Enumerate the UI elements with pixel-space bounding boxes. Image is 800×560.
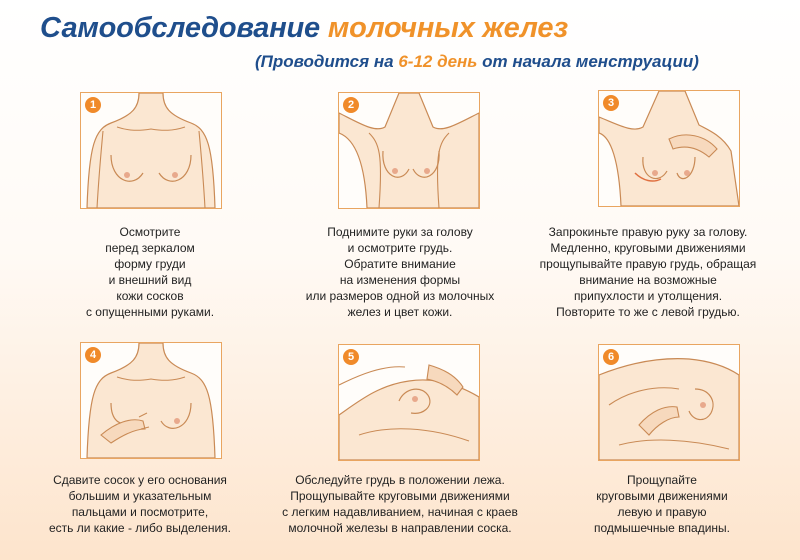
step-3-line: прощупывайте правую грудь, обращая [539,257,757,271]
page-subtitle [255,52,699,72]
torso-arms-raised-icon [339,93,479,208]
step-1-line: кожи сосков [116,289,184,303]
lying-down-palpation-icon [339,345,479,460]
armpit-palpation-icon [599,345,739,460]
title-part-blue: Самообследование [40,12,320,44]
step-5-line: с легким надавливанием, начиная с краев [282,505,518,519]
step-2-line: Поднимите руки за голову [327,225,473,239]
torso-arms-down-icon [81,93,221,208]
step-3-line: припухлости и утолщения. [573,289,723,303]
subtitle-highlight: 6-12 день [398,52,478,71]
step-4-line: Сдавите сосок у его основания [53,473,227,487]
step-1-line: и внешний вид [108,273,192,287]
subtitle-after: от начала менструации) [482,52,699,71]
torso-nipple-squeeze-icon [81,343,221,458]
step-1-illustration [80,92,222,209]
step-5-line: Прощупывайте круговыми движениями [290,489,510,503]
subtitle-before: (Проводится на [255,52,394,71]
step-4-line: пальцами и посмотрите, [71,505,209,519]
step-2-line: на изменения формы [339,273,461,287]
step-2-line: или размеров одной из молочных [305,289,495,303]
step-3-line: внимание на возможные [579,273,717,287]
step-6-line: круговыми движениями [596,489,728,503]
step-4-illustration [80,342,222,459]
step-3-line: Медленно, круговыми движениями [550,241,746,255]
step-6-line: подмышечные впадины. [593,521,731,535]
step-3-line: Запрокиньте правую руку за голову. [548,225,748,239]
step-5-illustration [338,344,480,461]
step-1-line: с опущенными руками. [85,305,215,319]
step-6-illustration [598,344,740,461]
title-part-orange: молочных желез [327,12,568,44]
step-6-line: левую и правую [617,505,707,519]
step-3-line: Повторите то же с левой грудью. [556,305,740,319]
step-5-line: молочной железы в направлении соска. [288,521,512,535]
step-6-text [532,472,792,536]
step-3-illustration [598,90,740,207]
step-1-number: 1 [85,97,101,113]
step-4-text [10,472,270,536]
step-1-line: перед зеркалом [105,241,195,255]
step-6-number: 6 [603,349,619,365]
step-4-line: есть ли какие - либо выделения. [49,521,231,535]
step-2-line: желез и цвет кожи. [347,305,453,319]
step-4-number: 4 [85,347,101,363]
step-4-line: большим и указательным [68,489,212,503]
page-title [40,12,568,45]
step-3-text [518,224,778,320]
step-3-number: 3 [603,95,619,111]
step-6-line: Прощупайте [627,473,697,487]
step-5-line: Обследуйте грудь в положении лежа. [295,473,505,487]
step-5-text [270,472,530,536]
step-5-number: 5 [343,349,359,365]
step-2-number: 2 [343,97,359,113]
step-2-text [270,224,530,320]
step-1-text [20,224,280,320]
step-2-illustration [338,92,480,209]
torso-palpation-icon [599,91,739,206]
step-2-line: и осмотрите грудь. [347,241,453,255]
step-2-line: Обратите внимание [344,257,456,271]
step-1-line: форму груди [114,257,186,271]
step-1-line: Осмотрите [119,225,181,239]
